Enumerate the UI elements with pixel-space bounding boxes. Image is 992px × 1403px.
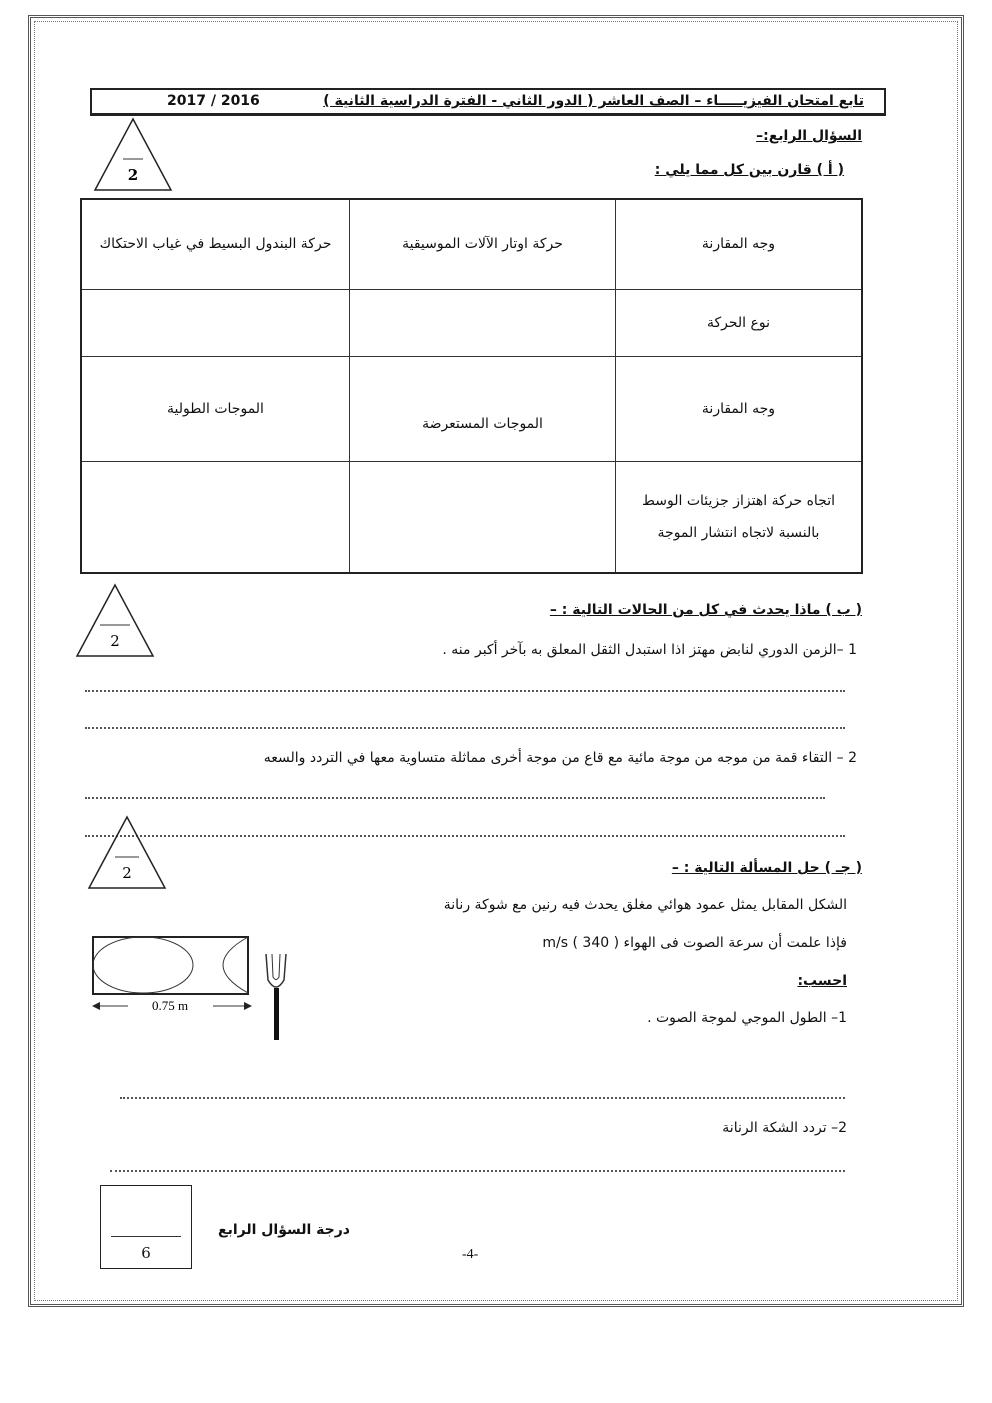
total-mark-box [100,1185,192,1269]
cell: وجه المقارنة [616,356,863,461]
cell: الموجات الطولية [81,356,350,461]
part-c-item-2: 2– تردد الشكة الرنانة [722,1120,847,1136]
cell: حركة البندول البسيط في غياب الاحتكاك [81,199,350,289]
air-column-figure [88,932,308,1042]
cell: نوع الحركة [616,289,863,356]
part-c-item-1: 1– الطول الموجي لموجة الصوت . [647,1010,847,1026]
part-c-line-1: الشكل المقابل يمثل عمود هوائي مغلق يحدث فيه رنين مع شوكة رنانة [443,897,847,913]
answer-line[interactable] [85,835,845,837]
answer-line[interactable] [85,727,845,729]
part-b-item-2: 2 – التقاء قمة من موجه من موجة مائية مع قاع من موجة أخرى مماثلة متساوية معها في التردد والسعه [263,750,857,766]
answer-cell[interactable] [81,461,350,573]
grade-label: درجة السؤال الرابع [218,1222,350,1238]
mark-triangle-b [75,583,155,658]
mark-triangle-c [87,815,167,890]
answer-line[interactable] [110,1170,845,1172]
cell: الموجات المستعرضة [350,356,616,461]
part-a-title: ( أ ) قارن بين كل مما يلي : [654,162,844,178]
cell: اتجاه حركة اهتزاز جزيئات الوسط بالنسبة لاتجاه انتشار الموجة [616,461,863,573]
part-c-calc: احسب: [797,973,847,989]
part-c-title: ( جـ ) حل المسألة التالية : – [671,860,862,876]
cell: وجه المقارنة [616,199,863,289]
mark-a: 2 [127,166,139,184]
question-title: السؤال الرابع:– [756,128,862,144]
figure-length-label: 0.75 m [151,998,189,1013]
mark-c: 2 [122,864,132,882]
total-mark: 6 [141,1244,151,1262]
mark-triangle-a [93,117,173,192]
answer-cell[interactable] [350,289,616,356]
answer-cell[interactable] [350,461,616,573]
page-number: -4- [462,1247,479,1262]
comparison-table [80,198,863,574]
header-title: تابع امتحان الفيزيـــــاء – الصف العاشر ( الدور الثاني - الفترة الدراسية الثانية ) [323,93,864,109]
answer-line[interactable] [85,690,845,692]
cell: حركة اوتار الآلات الموسيقية [350,199,616,289]
answer-line[interactable] [85,797,825,799]
mark-b: 2 [110,632,120,650]
answer-cell[interactable] [81,289,350,356]
header-year: 2017 / 2016 [167,93,260,109]
part-c-line-2: فإذا علمت أن سرعة الصوت فى الهواء m/s ( 340 ) [542,935,847,951]
part-b-item-1: 1 –الزمن الدوري لنابض مهتز اذا استبدل الثقل المعلق به بآخر أكبر منه . [442,642,857,658]
answer-line[interactable] [120,1097,845,1099]
part-b-title: ( ب ) ماذا يحدث في كل من الحالات التالية : – [549,602,862,618]
exam-header [90,88,886,116]
